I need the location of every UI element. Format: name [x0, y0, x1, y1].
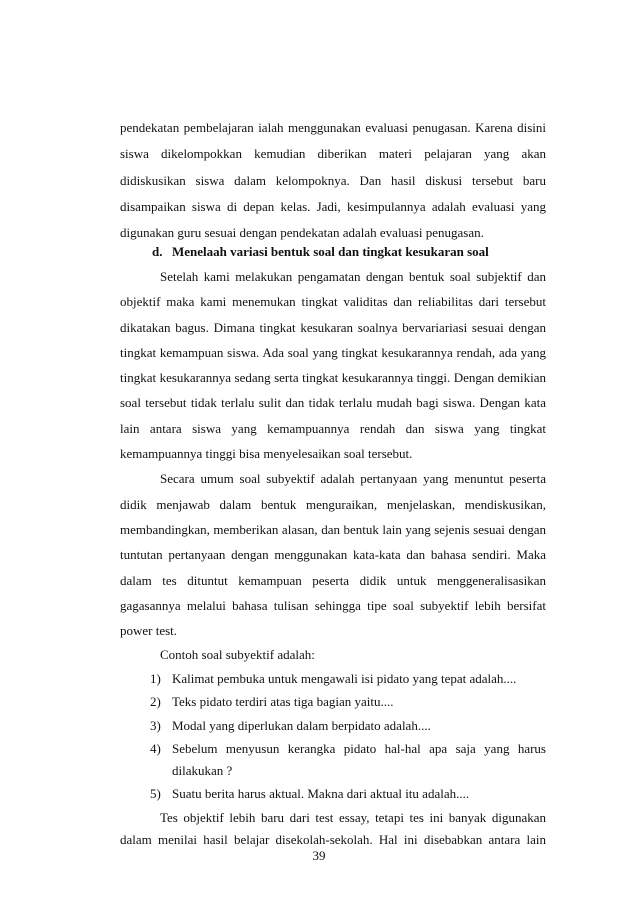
subjective-line-5: dalam tes dituntut kemampuan peserta didik untuk menggeneralisasikan: [120, 572, 546, 588]
list-item: [150, 786, 546, 802]
validity-line-3: dikatakan bagus. Dimana tingkat kesukaran soalnya bervariariasi sesuai dengan: [120, 319, 546, 335]
list-item: [150, 671, 546, 687]
intro-line-2: siswa dikelompokkan kemudian diberikan materi pelajaran yang akan: [120, 146, 546, 162]
list-item-number: 2): [150, 694, 161, 710]
subjective-line-7: power test.: [120, 623, 178, 639]
intro-line-3: didiskusikan siswa dalam kelompoknya. Dan hasil diskusi tersebut baru: [120, 172, 546, 188]
list-item-text: Modal yang diperlukan dalam berpidato adalah....: [172, 717, 431, 733]
page-number: 39: [312, 848, 326, 863]
intro-line-4: disampaikan siswa di depan kelas. Jadi, kesimpulannya adalah evaluasi yang: [120, 198, 546, 214]
intro-line-1: pendekatan pembelajaran ialah menggunakan evaluasi penugasan. Karena disini: [120, 120, 546, 135]
list-item-text: Kalimat pembuka untuk mengawali isi pidato yang tepat adalah....: [172, 670, 517, 686]
subjective-line-3: membandingkan, memberikan alasan, dan bentuk lain yang sejenis sesuai dengan: [120, 521, 546, 537]
list-item-continuation: dilakukan ?: [172, 762, 233, 778]
intro-line-5: digunakan guru sesuai dengan pendekatan adalah evaluasi penugasan.: [120, 224, 484, 240]
objective-line-1: Tes objektif lebih baru dari test essay, tetapi tes ini banyak digunakan: [160, 809, 546, 825]
list-item: [150, 694, 546, 710]
list-item-text: Suatu berita harus aktual. Makna dari aktual itu adalah....: [172, 786, 470, 802]
validity-line-5: tingkat kesukarannya sedang serta tingkat kesukarannya tinggi. Dengan demikian: [120, 370, 546, 386]
subjective-line-4: tuntutan pertanyaan dengan menggunakan kata-kata dan bahasa sendiri. Maka: [120, 547, 546, 563]
subjective-line-6: gagasannya melalui bahasa tulisan sehingga tipe soal subyektif lebih bersifat: [120, 597, 546, 613]
list-item-text: Teks pidato terdiri atas tiga bagian yaitu....: [172, 694, 394, 710]
validity-line-2: objektif maka kami menemukan tingkat validitas dan reliabilitas dari tersebut: [120, 294, 546, 310]
list-item-number: 3): [150, 717, 161, 733]
subjective-line-2: didik menjawab dalam bentuk menguraikan, menjelaskan, mendiskusikan,: [120, 496, 546, 512]
list-item-number: 5): [150, 786, 161, 802]
list-item-text: Sebelum menyusun kerangka pidato hal-hal apa saja yang harus: [172, 741, 546, 757]
examples-intro: Contoh soal subyektif adalah:: [160, 646, 315, 662]
section-heading: [152, 244, 489, 260]
list-item: [150, 718, 546, 734]
list-item-number: 4): [150, 741, 161, 757]
validity-line-4: tingkat kemampuan siswa. Ada soal yang tingkat kesukarannya rendah, ada yang: [120, 344, 546, 360]
validity-line-6: soal tersebut tidak terlalu sulit dan tidak terlalu mudah bagi siswa. Dengan kata: [120, 395, 546, 411]
validity-line-8: kemampuannya tinggi bisa menyelesaikan soal tersebut.: [120, 446, 413, 461]
objective-line-2: dalam menilai hasil belajar disekolah-sekolah. Hal ini disebabkan antara lain: [120, 832, 546, 847]
section-heading-marker: d.: [152, 243, 163, 259]
list-item: [150, 741, 546, 757]
validity-line-7: lain antara siswa yang kemampuannya rendah dan siswa yang tingkat: [120, 420, 546, 436]
list-item-number: 1): [150, 670, 161, 686]
subjective-line-1: Secara umum soal subyektif adalah pertanyaan yang menuntut peserta: [160, 471, 546, 487]
section-heading-title: Menelaah variasi bentuk soal dan tingkat kesukaran soal: [172, 243, 489, 259]
validity-line-1: Setelah kami melakukan pengamatan dengan bentuk soal subjektif dan: [160, 269, 546, 284]
